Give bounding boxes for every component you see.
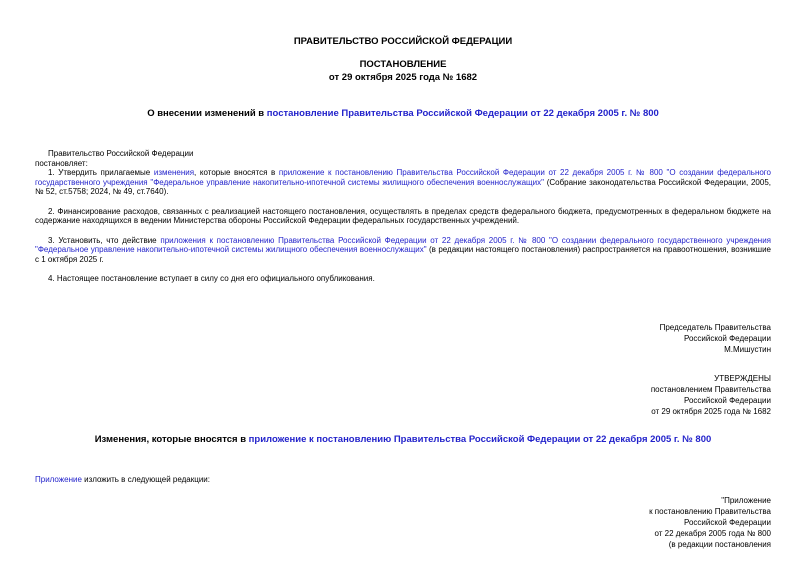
doc-title-link[interactable]: постановление Правительства Российской Федерации от 22 декабря 2005 г. № 800 [266, 108, 659, 119]
paragraph-1-text-3: (Собрание законодательства Российской Федерации, 2005, № 52, ст.5758; 2024, № 49, ст.7640). [35, 177, 772, 196]
signatory-name: М.Мишустин [724, 344, 771, 354]
doc-title-text: О внесении изменений в [147, 108, 267, 119]
approved-block [35, 373, 771, 417]
appendix-ref-line-5: (в редакции постановления [668, 540, 771, 549]
approved-by-line-2: Российской Федерации [684, 395, 771, 405]
org-name: ПРАВИТЕЛЬСТВО РОССИЙСКОЙ ФЕДЕРАЦИИ [293, 36, 513, 47]
appendix-ref-line-2: к постановлению Правительства [649, 507, 771, 516]
instruction-line [35, 475, 771, 485]
appendix-ref-line-1: "Приложение [721, 496, 771, 505]
paragraph-3-text-1: 3. Установить, что действие [48, 235, 161, 245]
appendix-ref-line-4: от 22 декабря 2005 года № 800 [654, 529, 771, 538]
approved-label: УТВЕРЖДЕНЫ [714, 373, 771, 383]
signature-block [35, 322, 771, 355]
doc-title [35, 108, 771, 119]
amendments-heading-text: Изменения, которые вносятся в [94, 433, 249, 445]
amendments-heading [35, 434, 771, 445]
signature-position-line-2: Российской Федерации [684, 333, 771, 343]
appendix-ref-line-3: Российской Федерации [684, 518, 771, 527]
appendix-resolution-link[interactable]: приложение к постановлению Правительства Российской Федерации от 22 декабря 2005 г. № 800 "О создании федерального государственного учреждения "Федеральное управление накопительно-ипотечной системы жилищного обеспечения военнослужащих" [35, 168, 771, 187]
paragraph-4: 4. Настоящее постановление вступает в силу со дня его официального опубликования. [48, 274, 375, 283]
intro-line: Правительство Российской Федерации [48, 149, 194, 158]
resolves-line: постановляет: [35, 158, 88, 168]
doc-type: ПОСТАНОВЛЕНИЕ [359, 59, 447, 70]
instruction-appendix-link[interactable]: Приложение [35, 474, 82, 484]
paragraph-3-text-2: (в редакции настоящего постановления) распространяется на правоотношения, возникшие с 1 октября 2025 г. [35, 245, 771, 264]
paragraph-1-text-1: 1. Утвердить прилагаемые [48, 168, 154, 177]
amendments-link[interactable]: изменения [153, 168, 195, 177]
amendments-heading-link[interactable]: приложение к постановлению Правительства Российской Федерации от 22 декабря 2005 г. № 800 [248, 433, 712, 445]
paragraph-1 [35, 168, 771, 197]
instruction-text: изложить в следующей редакции: [81, 474, 210, 484]
approved-date-number: от 29 октября 2025 года № 1682 [651, 406, 771, 416]
paragraph-2: 2. Финансирование расходов, связанных с реализацией настоящего постановления, осуществлять в пределах средств федерального бюджета, предусмотренных в федеральном бюджете на содержание находящихся в ведении Министерства обороны Российской Федерации федеральных государственных учреждений. [35, 206, 771, 225]
appendix-ref-block [35, 495, 771, 550]
doc-date-number: от 29 октября 2025 года № 1682 [328, 72, 478, 83]
paragraph-1-text-2: , которые вносятся в [194, 168, 279, 177]
appendix-resolution-link-2[interactable]: приложения к постановлению Правительства Российской Федерации от 22 декабря 2005 г. № 800 "О создании федерального государственного учреждения "Федеральное управление накопительно-ипотечной системы жилищного обеспечения военнослужащих" [35, 235, 772, 254]
paragraph-3 [35, 236, 771, 265]
approved-by-line-1: постановлением Правительства [650, 384, 771, 394]
signature-position-line-1: Председатель Правительства [659, 322, 771, 332]
